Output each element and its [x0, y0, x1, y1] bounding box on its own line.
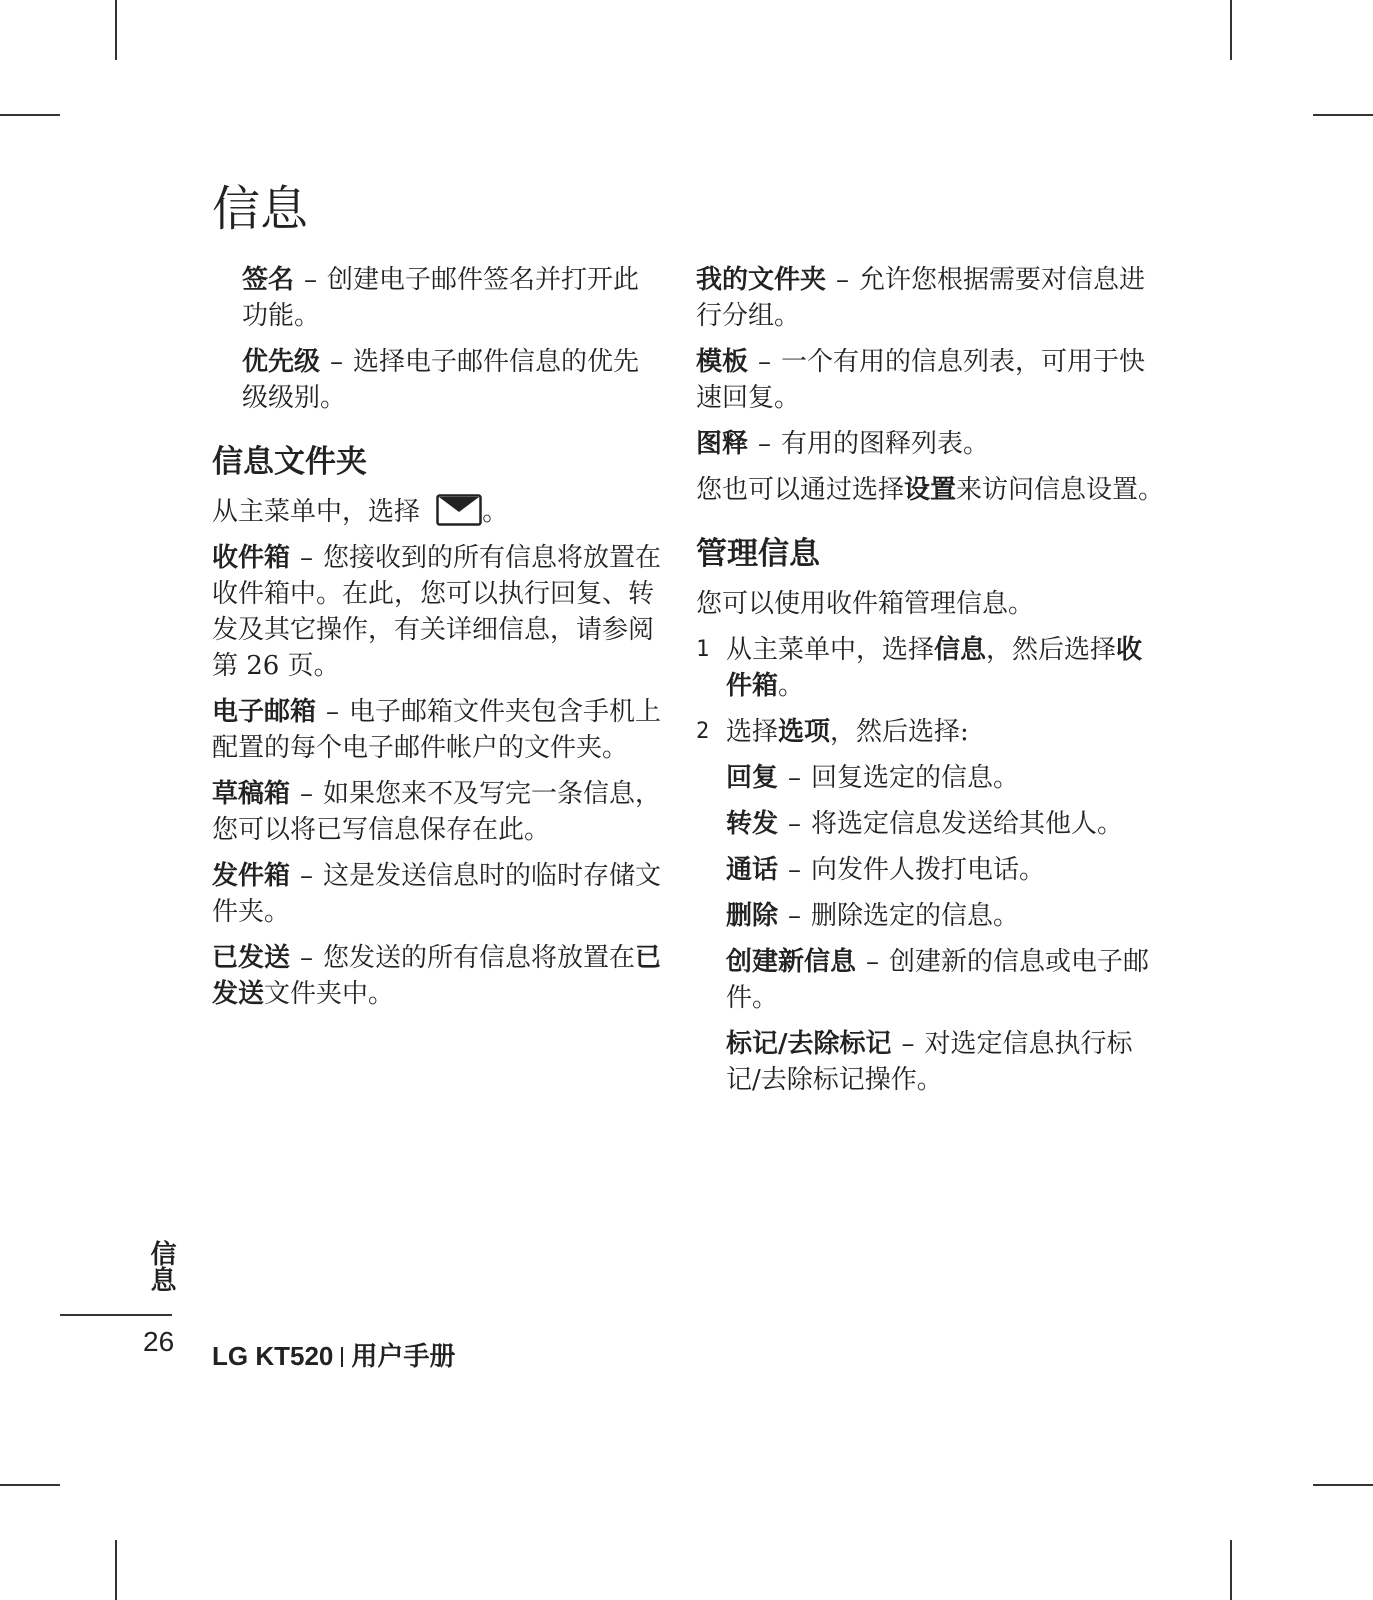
section-heading: 管理信息	[696, 536, 820, 572]
settings-note: 您也可以通过选择设置来访问信息设置。	[696, 475, 1165, 505]
menu-instruction: 从主菜单中，选择 。	[212, 494, 662, 530]
description: 如果您来不及写完一条信息，您可以将已写信息保存在此。	[212, 779, 662, 845]
page-number: 26	[143, 1326, 175, 1357]
description: 电子邮箱文件夹包含手机上配置的每个电子邮件帐户的文件夹。	[212, 697, 662, 763]
term: 发件箱	[212, 861, 291, 891]
description: 对选定信息执行标记/去除标记操作。	[726, 1029, 1133, 1095]
folder-item: 已发送 – 您发送的所有信息将放置在已发送文件夹中。	[212, 943, 662, 1009]
section-intro: 您可以使用收件箱管理信息。	[696, 589, 1035, 619]
crop-mark	[0, 1484, 60, 1486]
step-number: 1	[696, 637, 710, 662]
term: 草稿箱	[212, 779, 291, 809]
crop-mark	[1313, 114, 1373, 116]
term: 删除	[726, 901, 779, 931]
description: 将选定信息发送给其他人。	[811, 809, 1124, 839]
definition-item: 优先级 – 选择电子邮件信息的优先级级别。	[242, 347, 640, 413]
option-item: 回复 – 回复选定的信息。	[726, 763, 1020, 793]
crop-mark	[0, 114, 60, 116]
description: 您接收到的所有信息将放置在收件箱中。在此，您可以执行回复、转发及其它操作，有关详细信息，请参阅第 26 页。	[212, 543, 662, 681]
term: 优先级	[242, 347, 321, 377]
term: 我的文件夹	[696, 265, 827, 295]
crop-mark	[1230, 1540, 1232, 1600]
term: 标记/去除标记	[726, 1029, 892, 1059]
term: 模板	[696, 347, 749, 377]
folder-item: 电子邮箱 – 电子邮箱文件夹包含手机上配置的每个电子邮件帐户的文件夹。	[212, 697, 662, 763]
crop-mark	[115, 0, 117, 60]
option-item: 标记/去除标记 – 对选定信息执行标记/去除标记操作。	[726, 1029, 1133, 1095]
left-column	[212, 262, 662, 1022]
option-item: 删除 – 删除选定的信息。	[726, 901, 1020, 931]
option-item: 转发 – 将选定信息发送给其他人。	[726, 809, 1124, 839]
right-column	[696, 262, 1166, 1108]
option-item: 通话 – 向发件人拨打电话。	[726, 855, 1046, 885]
term: 图释	[696, 429, 749, 459]
term: 收件箱	[212, 543, 291, 573]
folder-item: 发件箱 – 这是发送信息时的临时存储文件夹。	[212, 861, 662, 927]
description: 回复选定的信息。	[811, 763, 1020, 793]
term: 转发	[726, 809, 779, 839]
description: 删除选定的信息。	[811, 901, 1020, 931]
step-item: 2 选择选项，然后选择:	[696, 714, 1166, 750]
envelope-icon	[436, 494, 482, 526]
description: 创建新的信息或电子邮件。	[726, 947, 1150, 1013]
description: 有用的图释列表。	[781, 429, 990, 459]
term: 电子邮箱	[212, 697, 317, 727]
term: 已发送	[212, 943, 291, 973]
description: 您发送的所有信息将放置在	[323, 943, 636, 973]
footer-separator	[341, 1347, 343, 1367]
folder-item: 图释 – 有用的图释列表。	[696, 429, 990, 459]
section-heading: 信息文件夹	[212, 444, 367, 480]
crop-mark	[115, 1540, 117, 1600]
crop-mark	[1313, 1484, 1373, 1486]
footer-model: LG KT520	[212, 1341, 334, 1371]
term: 已发送	[212, 943, 662, 1009]
footer-manual: 用户手册	[351, 1341, 456, 1371]
step-number: 2	[696, 719, 710, 744]
folder-item: 草稿箱 – 如果您来不及写完一条信息，您可以将已写信息保存在此。	[212, 779, 662, 845]
description: 向发件人拨打电话。	[811, 855, 1046, 885]
term: 签名	[242, 265, 295, 295]
folder-item: 我的文件夹 – 允许您根据需要对信息进行分组。	[696, 265, 1146, 331]
term: 回复	[726, 763, 779, 793]
term: 通话	[726, 855, 779, 885]
folder-item: 收件箱 – 您接收到的所有信息将放置在收件箱中。在此，您可以执行回复、转发及其它操作，有关详细信息，请参阅第 26 页。	[212, 543, 662, 681]
description: 允许您根据需要对信息进行分组。	[696, 265, 1146, 331]
definition-item: 签名 – 创建电子邮件签名并打开此功能。	[242, 265, 640, 331]
side-tab: 信息	[146, 1240, 176, 1292]
footer	[212, 1336, 455, 1373]
option-item: 创建新信息 – 创建新的信息或电子邮件。	[726, 947, 1150, 1013]
description: 一个有用的信息列表，可用于快速回复。	[696, 347, 1146, 413]
folder-item: 模板 – 一个有用的信息列表，可用于快速回复。	[696, 347, 1146, 413]
crop-mark	[1230, 0, 1232, 60]
step-item: 1 从主菜单中，选择信息，然后选择收件箱。	[696, 632, 1166, 704]
description: 这是发送信息时的临时存储文件夹。	[212, 861, 662, 927]
page-title: 信息	[212, 181, 309, 237]
description: 创建电子邮件签名并打开此功能。	[242, 265, 640, 331]
side-rule	[60, 1314, 172, 1316]
description: 选择电子邮件信息的优先级级别。	[242, 347, 640, 413]
term: 创建新信息	[726, 947, 857, 977]
